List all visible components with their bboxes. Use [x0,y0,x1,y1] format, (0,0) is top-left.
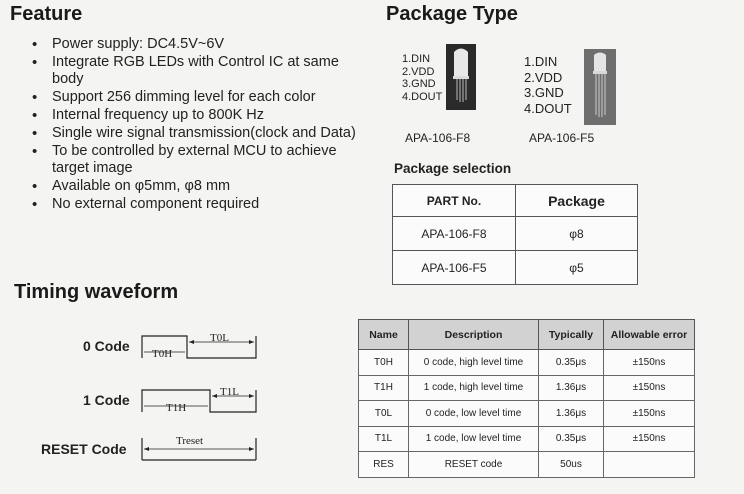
table-cell: RESET code [409,452,539,478]
led-f8-image [446,44,476,110]
t0l-label: T0L [210,332,229,344]
table-cell: ±150ns [604,375,695,401]
pin-label: 1.DIN [402,53,431,65]
column-header: Description [409,320,539,350]
column-header: Package [516,185,638,217]
feature-item: • Single wire signal transmission(clock and Data) [30,125,360,142]
table-row [393,251,638,285]
f5-pin-list [524,54,572,116]
feature-item: • Integrate RGB LEDs with Control IC at same body [30,54,360,88]
table-cell: 0 code, low level time [409,401,539,427]
pin-label: 2.VDD [524,69,563,85]
one-code-waveform [140,384,262,418]
t1l-label: T1L [220,386,239,398]
package-selection-heading: Package selection [394,161,512,176]
table-cell: APA-106-F8 [393,217,516,251]
column-header: PART No. [393,185,516,217]
feature-item: • No external component required [30,196,360,213]
table-cell: 50us [539,452,604,478]
f8-caption: APA-106-F8 [405,131,471,145]
table-cell: RES [359,452,409,478]
zero-code-waveform [140,330,262,364]
feature-item: • Available on φ5mm, φ8 mm [30,178,360,195]
treset-label: Treset [176,435,204,447]
pin-label: 1.DIN [524,54,558,69]
t0h-label: T0H [152,348,173,360]
t1h-label: T1H [166,402,187,414]
feature-item: • Support 256 dimming level for each color [30,89,360,106]
column-header: Allowable error [604,320,695,350]
table-cell: ±150ns [604,350,695,376]
table-cell: APA-106-F5 [393,251,516,285]
table-cell: T0H [359,350,409,376]
table-cell: ±150ns [604,426,695,452]
table-cell: T1H [359,375,409,401]
feature-item: • To be controlled by external MCU to achieve target image [30,143,360,177]
column-header: Typically [539,320,604,350]
table-cell: 0.35μs [539,350,604,376]
column-header: Name [359,320,409,350]
f5-caption: APA-106-F5 [529,131,595,145]
table-row [393,217,638,251]
pin-label: 4.DOUT [524,100,572,116]
timing-table [358,319,695,478]
table-cell: φ8 [516,217,638,251]
table-row [359,452,695,478]
timing-waveform-heading: Timing waveform [14,281,179,303]
table-cell: 0.35μs [539,426,604,452]
led-f5-image [584,49,616,125]
table-cell: φ5 [516,251,638,285]
table-cell: ±150ns [604,401,695,427]
table-row [359,426,695,452]
pin-label: 4.DOUT [402,90,443,103]
feature-list [30,36,360,214]
pin-label: 3.GND [402,78,436,90]
reset-code-waveform [140,432,262,466]
one-code-label: 1 Code [83,392,130,408]
table-cell [604,452,695,478]
zero-code-label: 0 Code [83,338,130,354]
table-cell: T1L [359,426,409,452]
feature-item: • Power supply: DC4.5V~6V [30,36,360,53]
f8-pin-list [402,53,442,103]
reset-code-label: RESET Code [41,441,127,457]
table-row [359,350,695,376]
table-cell: 1.36μs [539,375,604,401]
feature-heading: Feature [10,3,83,25]
table-row [359,401,695,427]
table-cell: 1.36μs [539,401,604,427]
table-row [359,375,695,401]
table-cell: 1 code, low level time [409,426,539,452]
package-type-heading: Package Type [386,3,518,25]
table-header-row [359,320,695,350]
pin-label: 2.VDD [402,65,435,78]
pin-label: 3.GND [524,85,564,100]
table-cell: 1 code, high level time [409,375,539,401]
table-cell: T0L [359,401,409,427]
table-cell: 0 code, high level time [409,350,539,376]
feature-item: • Internal frequency up to 800K Hz [30,107,360,124]
package-selection-table [392,184,638,285]
table-header-row [393,185,638,217]
